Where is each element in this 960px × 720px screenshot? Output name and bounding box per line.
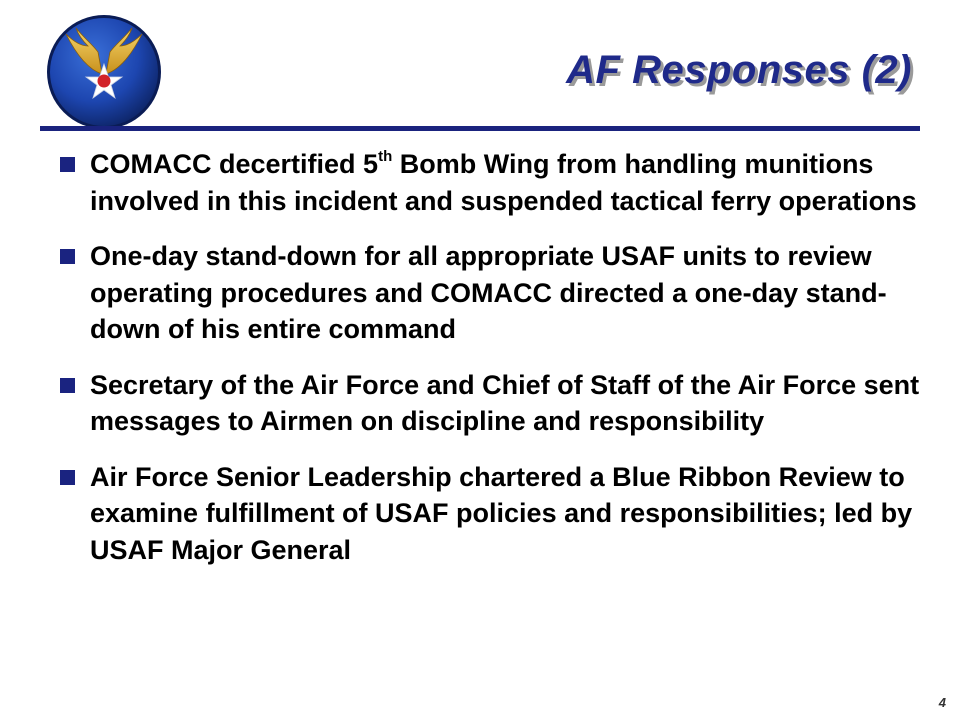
bullet-text: Secretary of the Air Force and Chief of Staff of the Air Force sent messages to Airmen on discipline and responsibility <box>90 369 920 436</box>
ordinal-suffix: th <box>378 148 393 165</box>
bullet-text: Air Force Senior Leadership chartered a Blue Ribbon Review to examine fulfillment of USAF policies and responsibilities; led by USAF Major General <box>90 461 913 565</box>
title-divider <box>40 126 920 131</box>
bullet-text-part: COMACC decertified <box>90 149 364 179</box>
bullet-item <box>60 238 920 348</box>
army-air-forces-roundel-icon <box>44 12 164 132</box>
slide-title: AF Responses (2) <box>566 48 912 92</box>
square-bullet-icon <box>60 470 75 485</box>
bullet-text-part: Bomb Wing from handling munitions involved in this incident and suspended tactical ferry operations <box>90 149 917 216</box>
square-bullet-icon <box>60 378 75 393</box>
bullet-item <box>60 459 920 569</box>
page-number: 4 <box>938 695 946 710</box>
bullet-item <box>60 367 920 440</box>
bullet-list <box>60 146 920 587</box>
bullet-text: One-day stand-down for all appropriate USAF units to review operating procedures and COMACC directed a one-day stand-down of his entire command <box>90 241 887 344</box>
square-bullet-icon <box>60 157 75 172</box>
bullet-item <box>60 146 920 219</box>
square-bullet-icon <box>60 249 75 264</box>
ordinal-number: 5 <box>363 149 379 179</box>
